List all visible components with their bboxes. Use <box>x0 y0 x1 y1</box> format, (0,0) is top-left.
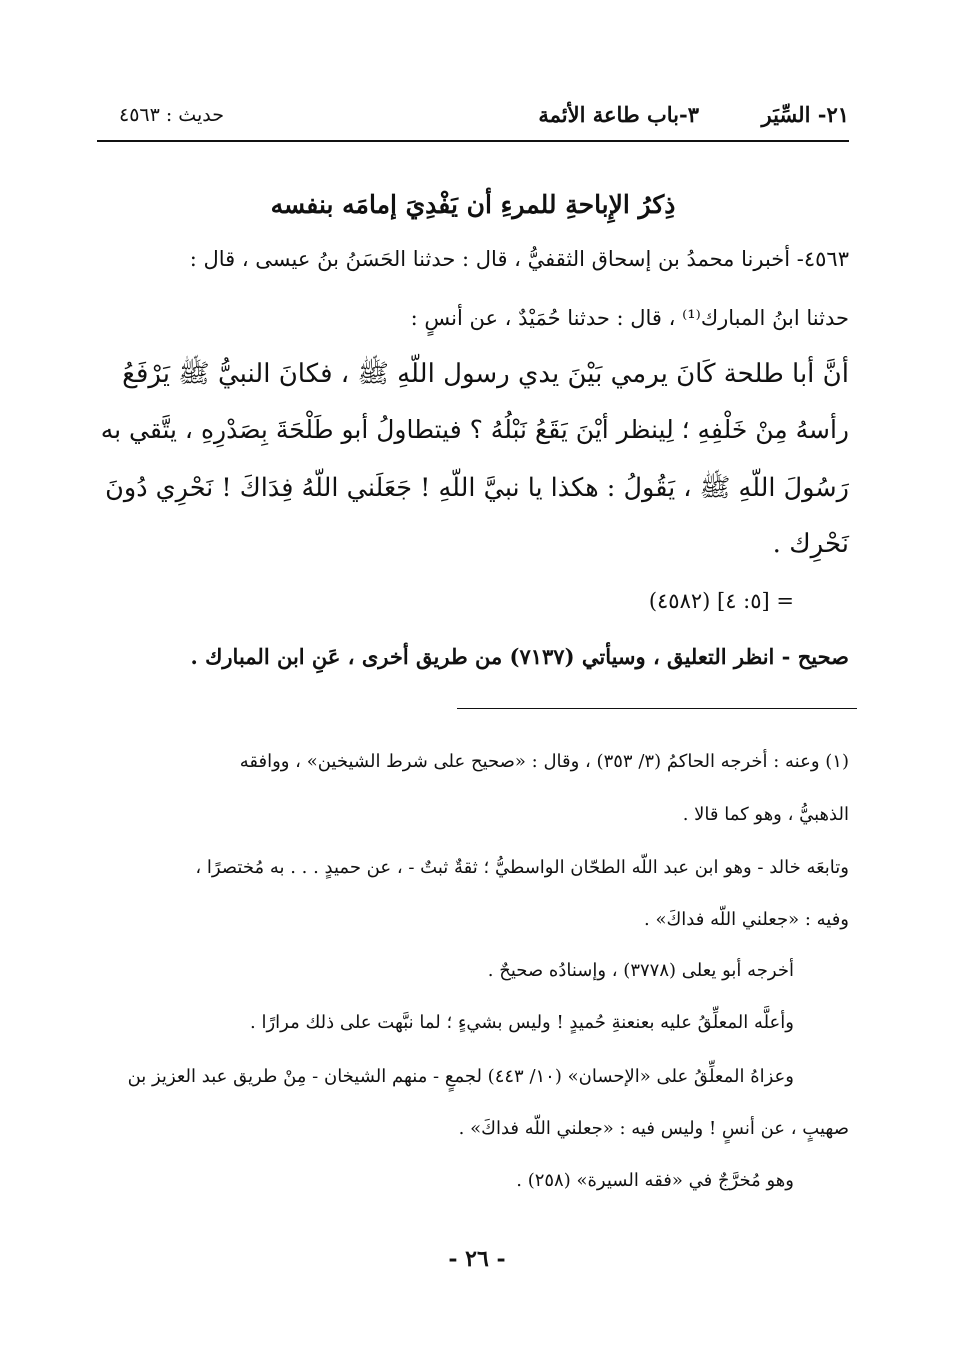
grading-line: صحيح - انظر التعليق ، وسيأتي (٧١٣٧) من طريق أخرى ، عَنِ ابن المبارك . <box>190 644 849 669</box>
header-chapter: ٢١- السِّيَر <box>761 102 849 127</box>
isnad-line: ٤٥٦٣- أخبرنا محمدُ بن إسحاق الثقفيُّ ، قال : حدثنا الحَسَنُ بنُ عيسى ، قال : <box>189 247 849 271</box>
header-bab: ٣-باب طاعة الأئمة <box>538 102 699 127</box>
footnote-line: وعزاهُ المعلِّقُ على «الإحسان» (١٠/ ٤٤٣) لجمعٍ - منهم الشيخان - مِنْ طريق عبد العزيز بن <box>127 1066 794 1087</box>
running-header <box>97 100 849 142</box>
matn-line: رأسهُ مِنْ خَلْفِهِ ؛ لِينظر أيْنَ يَقَعُ نَبْلُهُ ؟ فيتطاولُ أبو طَلْحَةَ بِصَدْرِهِ ، يتَّقي به <box>100 415 849 444</box>
matn-line: نَحْرِك . <box>772 529 849 559</box>
page-number: - ٢٦ - <box>448 1246 506 1272</box>
footnote-line: أخرجه أبو يعلى (٣٧٧٨) ، وإسنادُه صحيحٌ . <box>487 960 794 981</box>
footnote-line: الذهبيُّ ، وهو كما قالا . <box>682 804 849 825</box>
footnote-divider <box>457 708 857 709</box>
cross-reference: = [٥: ٤] (٤٥٨٢) <box>648 589 794 613</box>
section-title: ذِكرُ الإِباحةِ للمرءِ أن يَفْدِيَ إمامَه بنفسه <box>270 190 676 219</box>
matn-line: رَسُولَ اللّهِ ﷺ ، يَقُولُ : هكذا يا نبيَّ اللّهِ ! جَعَلَني اللّهُ فِدَاكَ ! نَحْرِي دُونَ <box>105 473 849 503</box>
footnote-line: وهو مُخرَّجٌ في «فقه السيرة» (٢٥٨) . <box>516 1170 794 1191</box>
footnote-line: وفيه : «جعلني اللّه فداكَ» . <box>644 909 849 930</box>
isnad-line: حدثنا ابنُ المبارك⁽¹⁾ ، قال : حدثنا حُمَيْدٌ ، عن أنسٍ : <box>410 306 849 330</box>
footnote-line: وتابعَه خالد - وهو ابن عبد اللّه الطحّان الواسطيُّ ؛ ثقةٌ ثبتٌ - ، عن حميدٍ . . . به مُختصرًا ، <box>195 857 849 878</box>
footnote-line: صهيبٍ ، عن أنسٍ ! وليس فيه : «جعلني اللّه فداكَ» . <box>458 1118 849 1139</box>
footnote-line: وأعلَّه المعلِّقُ عليه بعنعنةِ حُميدٍ ! وليس بشيءٍ ؛ لما نبَّهت على ذلك مرارًا . <box>250 1012 794 1033</box>
footnote-line: (١) وعنه : أخرجه الحاكمُ (٣/ ٣٥٣) ، وقال : «صحيح على شرط الشيخين» ، ووافقه <box>239 751 849 772</box>
matn-line: أنَّ أبا طلحة كَانَ يرمي بَيْنَ يدي رسول اللّهِ ﷺ ، فكانَ النبيُّ ﷺ يَرْفَعُ <box>122 359 849 389</box>
header-hadith-ref: حديث : ٤٥٦٣ <box>119 104 224 126</box>
